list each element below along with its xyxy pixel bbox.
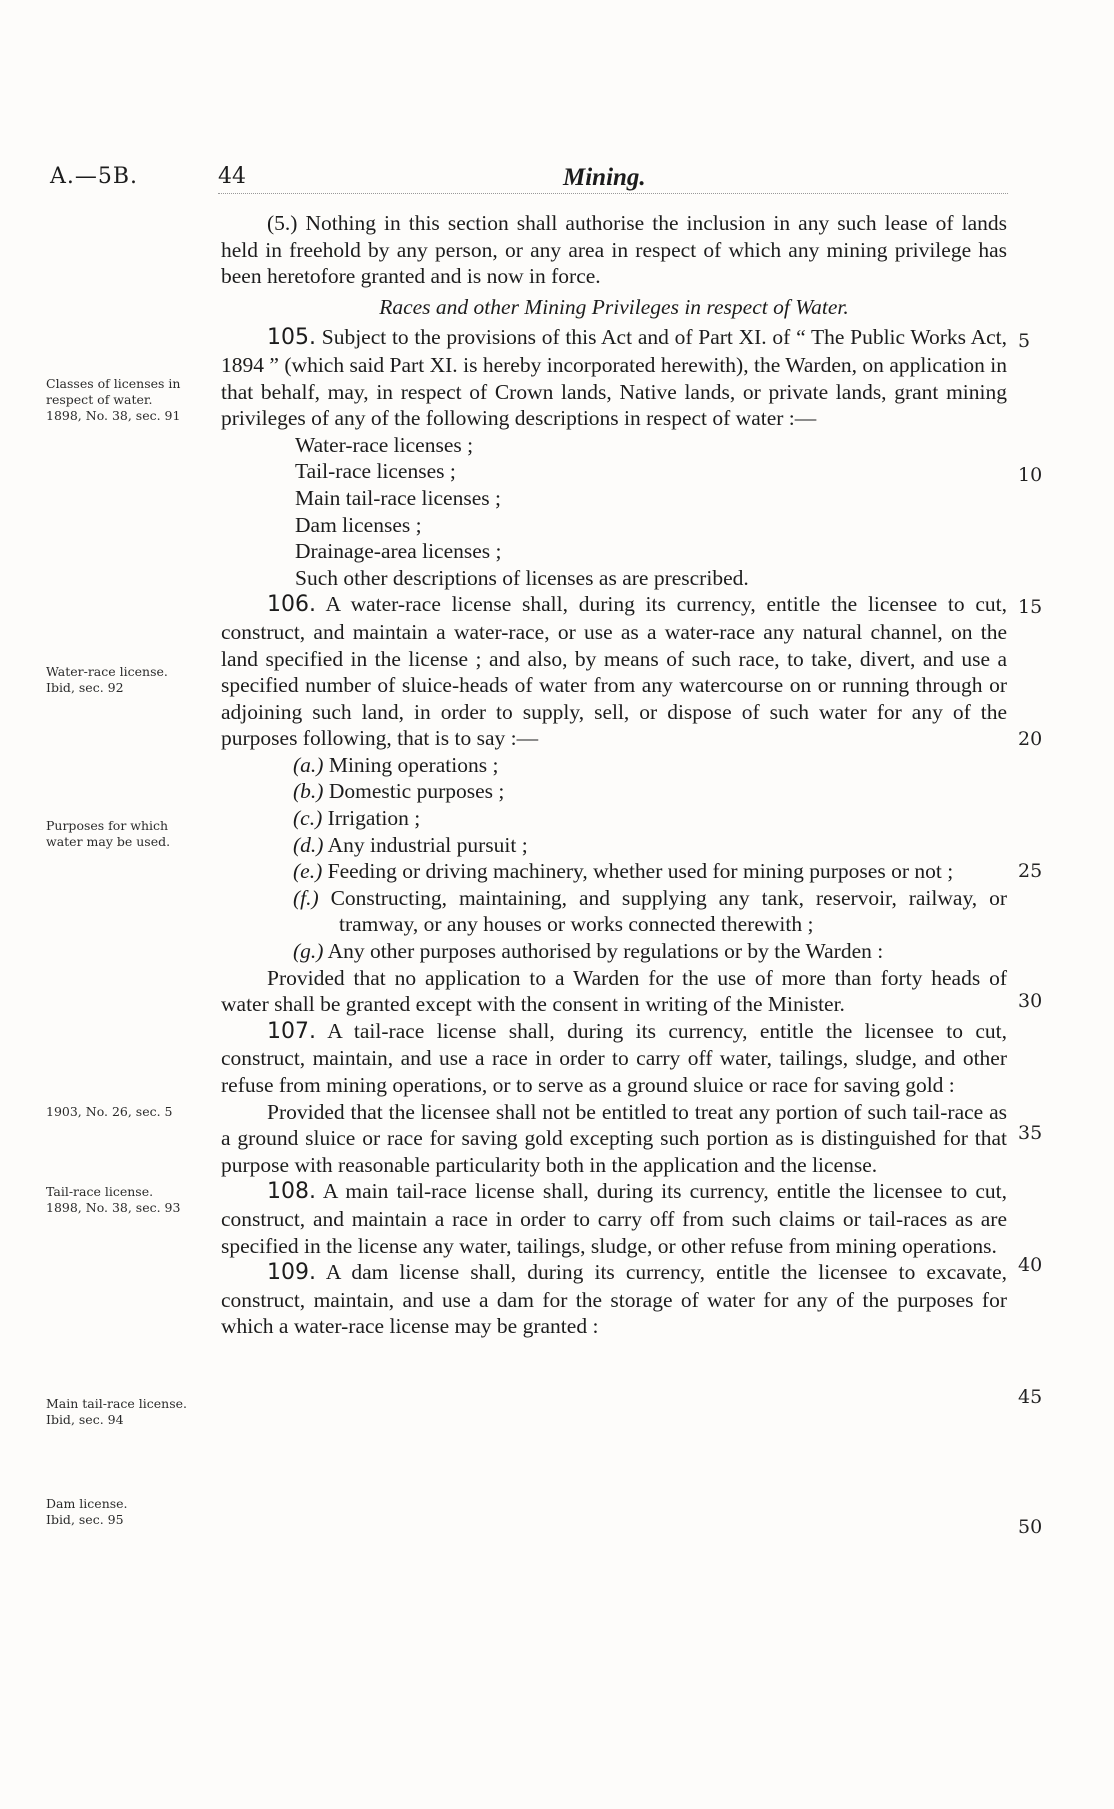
margin-note-text: Tail-race license. xyxy=(46,1184,154,1199)
margin-note-text: Classes of licenses in respect of water. xyxy=(46,376,181,407)
section-106 xyxy=(221,591,1007,752)
margin-note-classes xyxy=(46,376,206,424)
line-number: 25 xyxy=(1018,860,1043,882)
margin-note-tail-race xyxy=(46,1184,206,1216)
list-item: (f.) Constructing, maintaining, and supplying any tank, reservoir, railway, or tramway, or any houses or works connected therewith ; xyxy=(293,885,1007,937)
list-item: Dam licenses ; xyxy=(295,512,422,537)
line-number: 50 xyxy=(1018,1516,1043,1538)
section-number: 108. xyxy=(267,1179,316,1205)
margin-note-dam xyxy=(46,1496,206,1528)
running-head-code: A.—5B. xyxy=(50,164,139,189)
section-number: 106. xyxy=(267,592,316,618)
running-head-title: Mining. xyxy=(563,164,646,191)
list-item: (a.) Mining operations ; xyxy=(293,752,499,777)
section-text: Subject to the provisions of this Act and of Part XI. of “ The Public Works Act, 1894 ” (which said Part XI. is hereby incorporated herewith), the Warden, on application in that behalf, may, in respect of Crown lands, Native lands, or private lands, grant mining privileges of any of the following descriptions in respect of water :— xyxy=(221,325,1007,431)
margin-note-ref: 1903, No. 26, sec. 5 xyxy=(46,1104,173,1119)
line-number: 15 xyxy=(1018,596,1043,618)
line-number: 45 xyxy=(1018,1386,1043,1408)
line-number: 35 xyxy=(1018,1122,1043,1144)
page-number: 44 xyxy=(218,164,246,189)
list-item: (d.) Any industrial pursuit ; xyxy=(293,832,528,857)
section-text: A dam license shall, during its currency, entitle the licensee to excavate, construct, maintain, and use a dam for the storage of water for any of the purposes for which a water-race license may be granted : xyxy=(221,1260,1007,1339)
proviso-106: Provided that no application to a Warden for the use of more than forty heads of water shall be granted except with the consent in writing of the Minister. xyxy=(221,965,1007,1017)
section-number: 105. xyxy=(267,325,316,351)
purposes-list xyxy=(221,752,1007,965)
section-109 xyxy=(221,1259,1007,1340)
section-text: A main tail-race license shall, during its currency, entitle the licensee to cut, construct, and maintain a race in order to carry off from such claims or tail-races as are specified in the license any water, tailings, sludge, or other refuse from mining operations. xyxy=(221,1179,1007,1258)
margin-note-text: Dam license. xyxy=(46,1496,128,1511)
margin-note-ref: 1898, No. 38, sec. 91 xyxy=(46,408,181,423)
margin-note-ref: Ibid, sec. 92 xyxy=(46,680,124,695)
section-number: 107. xyxy=(267,1018,316,1044)
section-107 xyxy=(221,1018,1007,1099)
section-text: A tail-race license shall, during its currency, entitle the licensee to cut, construct, maintain, and use a race in order to carry off water, tailings, sludge, and other refuse from mining operations, or to serve as a ground sluice or race for saving gold : xyxy=(221,1018,1007,1097)
margin-note-main-tail-race xyxy=(46,1396,206,1428)
section-heading: Races and other Mining Privileges in respect of Water. xyxy=(379,294,849,319)
margin-note-ref: Ibid, sec. 94 xyxy=(46,1412,124,1427)
margin-note-purposes xyxy=(46,818,206,850)
list-item: Main tail-race licenses ; xyxy=(295,485,501,510)
margin-note-water-race xyxy=(46,664,206,696)
list-item: Drainage-area licenses ; xyxy=(295,539,502,564)
margin-note-1903 xyxy=(46,1104,206,1120)
line-number: 40 xyxy=(1018,1254,1043,1276)
margin-note-text: Main tail-race license. xyxy=(46,1396,187,1411)
margin-note-ref: 1898, No. 38, sec. 93 xyxy=(46,1200,181,1215)
section-108 xyxy=(221,1178,1007,1259)
line-number: 5 xyxy=(1018,330,1031,352)
list-item: (c.) Irrigation ; xyxy=(293,806,421,831)
body-text xyxy=(221,210,1007,1340)
section-number: 109. xyxy=(267,1260,316,1286)
list-item: Water-race licenses ; xyxy=(295,432,474,457)
section-text: A water-race license shall, during its currency, entitle the licensee to cut, construct, and maintain a water-race, or use as a water-race any natural channel, on the land specified in the license ; and also, by means of such race, to take, divert, and use a specified number of sluice-heads of water from any watercourse on or running through or adjoining such land, in order to supply, sell, or dispose of such water for any of the purposes following, that is to say :— xyxy=(221,592,1007,751)
line-number: 30 xyxy=(1018,990,1043,1012)
proviso-107: Provided that the licensee shall not be entitled to treat any portion of such tail-race as a ground sluice or race for saving gold excepting such portion as is distinguished for that purpose with reasonable particularity both in the application and the license. xyxy=(221,1099,1007,1177)
margin-note-text: Purposes for which water may be used. xyxy=(46,818,171,849)
header-rule xyxy=(218,193,1008,194)
list-item: (b.) Domestic purposes ; xyxy=(293,779,505,804)
paragraph-subsection-5: (5.) Nothing in this section shall authorise the inclusion in any such lease of lands held in freehold by any person, or any area in respect of which any mining privilege has been heretofore granted and is now in force. xyxy=(221,211,1007,289)
line-number: 20 xyxy=(1018,728,1043,750)
margin-note-text: Water-race license. xyxy=(46,664,168,679)
list-item: Tail-race licenses ; xyxy=(295,459,456,484)
section-105 xyxy=(221,324,1007,431)
list-item: (g.) Any other purposes authorised by regulations or by the Warden : xyxy=(293,939,884,964)
list-item: Such other descriptions of licenses as are prescribed. xyxy=(295,565,749,590)
line-number: 10 xyxy=(1018,464,1043,486)
margin-note-ref: Ibid, sec. 95 xyxy=(46,1512,124,1527)
list-item: (e.) Feeding or driving machinery, whether used for mining purposes or not ; xyxy=(293,859,954,884)
license-list xyxy=(221,432,1007,592)
